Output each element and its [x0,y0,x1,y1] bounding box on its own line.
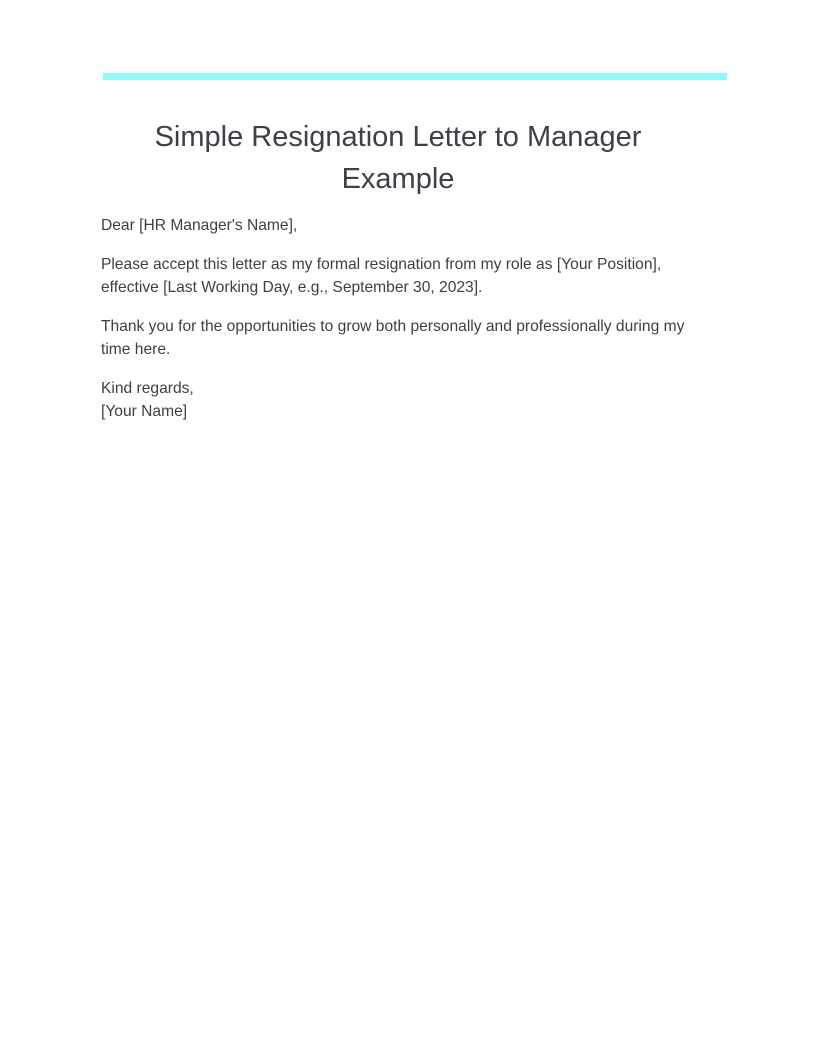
letter-body [101,214,695,423]
resignation-letter [101,116,695,423]
page-title: Simple Resignation Letter to Manager Example [154,121,642,195]
accent-bar [103,73,727,80]
signature-name: [Your Name] [101,403,188,420]
signoff [101,377,695,423]
salutation: Dear [HR Manager's Name], [101,217,298,234]
paragraph-resignation: Please accept this letter as my formal resignation from my role as [Your Position], effective [Last Working Day, e.g., September 30, 2023]. [101,256,662,296]
paragraph-thanks: Thank you for the opportunities to grow both personally and professionally during my time here. [101,318,685,358]
closing: Kind regards, [101,380,194,397]
